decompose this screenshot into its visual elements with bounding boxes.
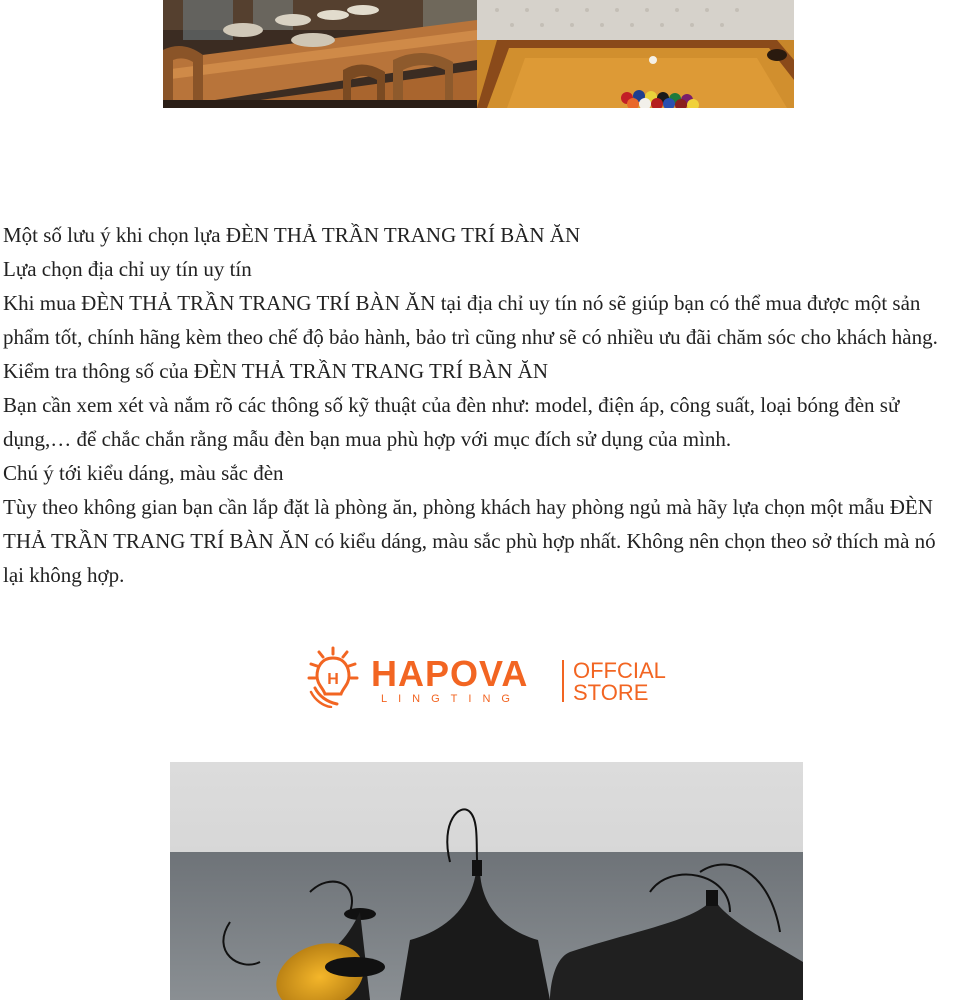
article-content [3, 218, 959, 592]
store-line-1: OFFCIAL [573, 658, 666, 683]
pendant-lamps-photo [170, 762, 803, 1000]
section-heading: Kiểm tra thông số của ĐÈN THẢ TRẦN TRANG TRÍ BÀN ĂN [3, 359, 548, 383]
svg-text:H: H [327, 671, 339, 688]
store-line-2: STORE [573, 680, 649, 705]
lightbulb-logo-icon [305, 644, 675, 708]
section-body: Khi mua ĐÈN THẢ TRẦN TRANG TRÍ BÀN ĂN tại địa chỉ uy tín nó sẽ giúp bạn có thể mua được một sản phẩm tốt, chính hãng kèm theo chế độ bảo hành, bảo trì cũng như sẽ có nhiều ưu đãi chăm sóc cho khách hàng. [3, 291, 938, 349]
brand-name: HAPOVA [371, 653, 529, 694]
restaurant-photo [163, 0, 477, 108]
section-body: Tùy theo không gian bạn cần lắp đặt là phòng ăn, phòng khách hay phòng ngủ mà hãy lựa chọn một mẫu ĐÈN THẢ TRẦN TRANG TRÍ BÀN ĂN có kiểu dáng, màu sắc phù hợp nhất. Không nên chọn theo sở thích mà nó lại không hợp. [3, 495, 936, 587]
section-heading: Lựa chọn địa chỉ uy tín uy tín [3, 257, 252, 281]
section-body: Bạn cần xem xét và nắm rõ các thông số kỹ thuật của đèn như: model, điện áp, công suất, loại bóng đèn sử dụng,… để chắc chắn rằng mẫu đèn bạn mua phù hợp với mục đích sử dụng của mình. [3, 393, 900, 451]
section-heading: Chú ý tới kiểu dáng, màu sắc đèn [3, 461, 284, 485]
article-title: Một số lưu ý khi chọn lựa ĐÈN THẢ TRẦN TRANG TRÍ BÀN ĂN [3, 223, 581, 247]
top-banner-images [163, 0, 794, 108]
hapova-logo [305, 644, 675, 708]
billiard-photo [477, 0, 794, 108]
brand-tagline: LINGTING [381, 693, 521, 705]
